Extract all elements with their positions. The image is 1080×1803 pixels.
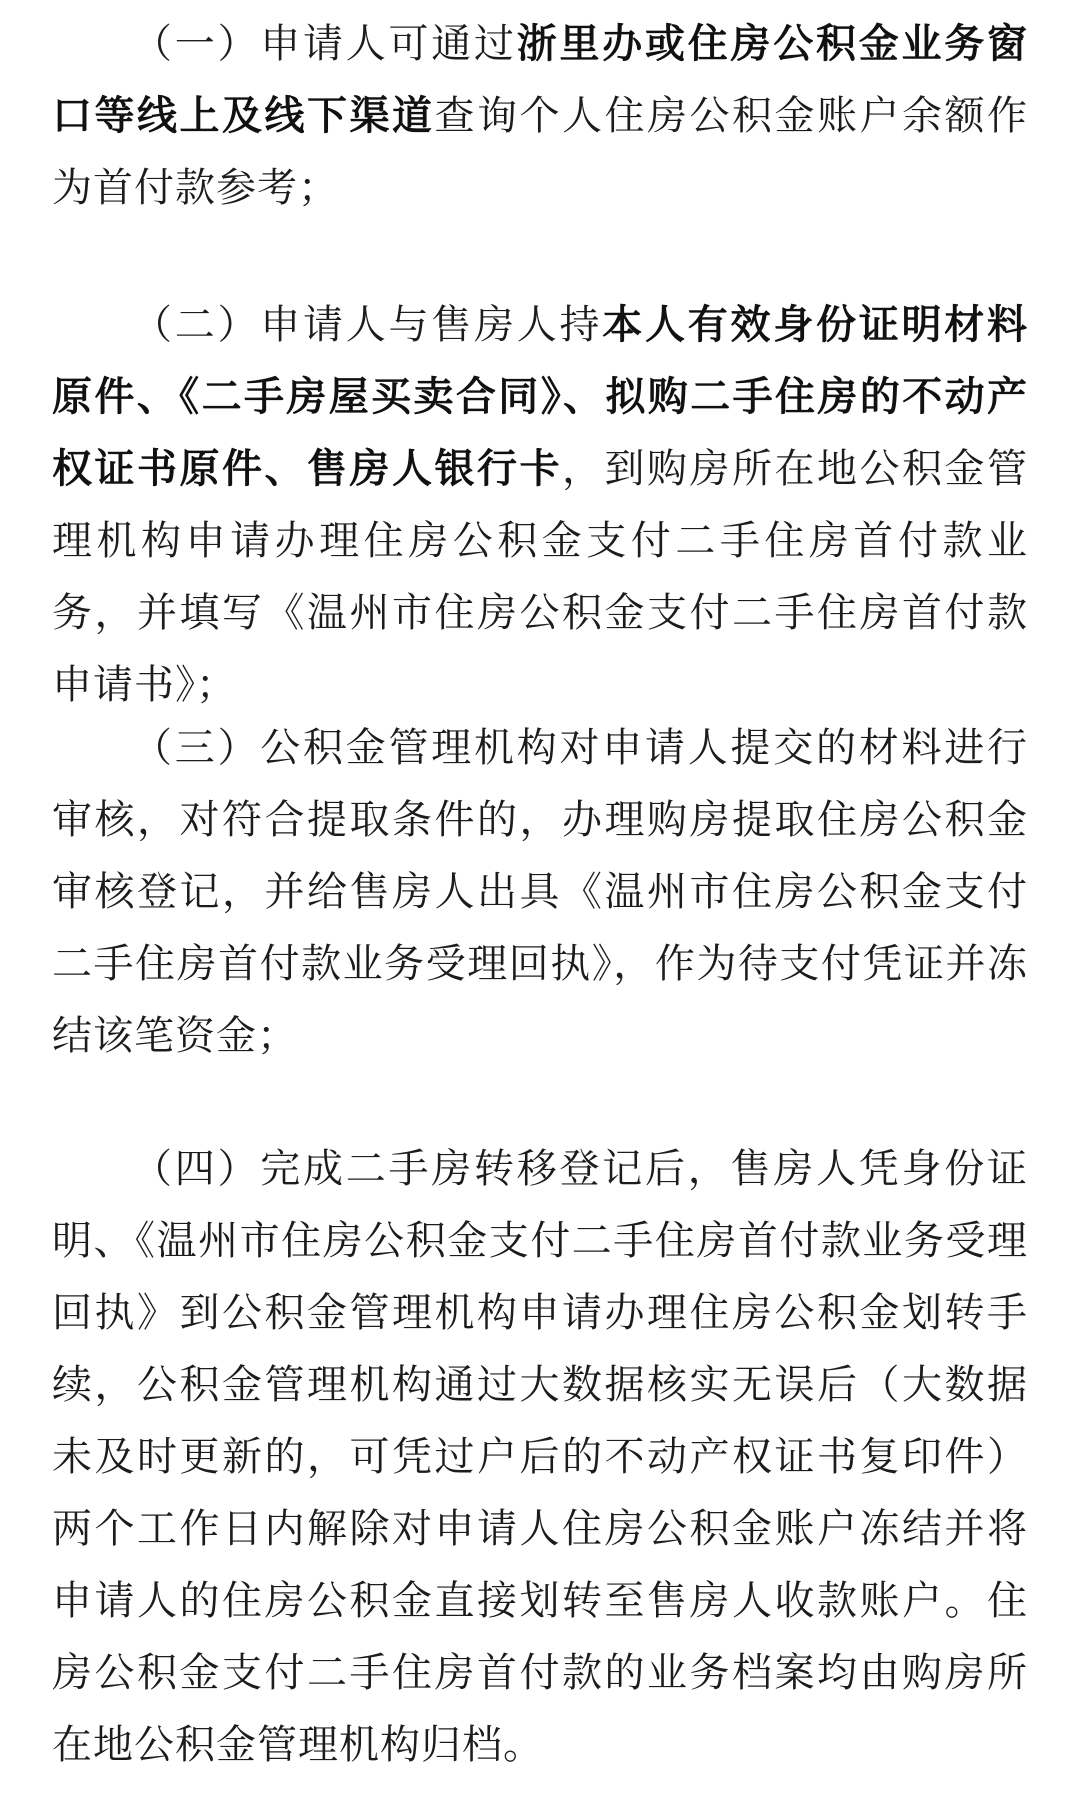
step-1-intro: （一）申请人可通过	[132, 21, 517, 67]
paragraph-step-3	[52, 712, 1028, 1072]
paragraph-step-4	[52, 1133, 1028, 1781]
step-1-purpose: 查询个人住房公积金账户余额作为首付款参考；	[52, 93, 1028, 211]
step-2-process: ，到购房所在地公积金管理机构申请办理住房公积金支付二手住房首付款业务，并填写《温州市住房公积金支付二手住房首付款申请书》；	[52, 446, 1028, 708]
step-2-intro: （二）申请人与售房人持	[132, 302, 603, 348]
step-1-channels-emphasis: 浙里办或住房公积金业务窗口等线上及线下渠道	[52, 21, 1028, 139]
step-4-text: （四）完成二手房转移登记后，售房人凭身份证明、《温州市住房公积金支付二手住房首付款业务受理回执》到公积金管理机构申请办理住房公积金划转手续，公积金管理机构通过大数据核实无误后（大数据未及时更新的，可凭过户后的不动产权证书复印件）两个工作日内解除对申请人住房公积金账户冻结并将申请人的住房公积金直接划转至售房人收款账户。住房公积金支付二手住房首付款的业务档案均由购房所在地公积金管理机构归档。	[52, 1146, 1028, 1768]
step-2-materials-emphasis: 本人有效身份证明材料原件、《二手房屋买卖合同》、拟购二手住房的不动产权证书原件、售房人银行卡	[52, 302, 1028, 492]
paragraph-step-1	[52, 8, 1028, 224]
paragraph-step-2	[52, 289, 1028, 721]
step-3-text: （三）公积金管理机构对申请人提交的材料进行审核，对符合提取条件的，办理购房提取住房公积金审核登记，并给售房人出具《温州市住房公积金支付二手住房首付款业务受理回执》，作为待支付凭证并冻结该笔资金；	[52, 725, 1028, 1059]
